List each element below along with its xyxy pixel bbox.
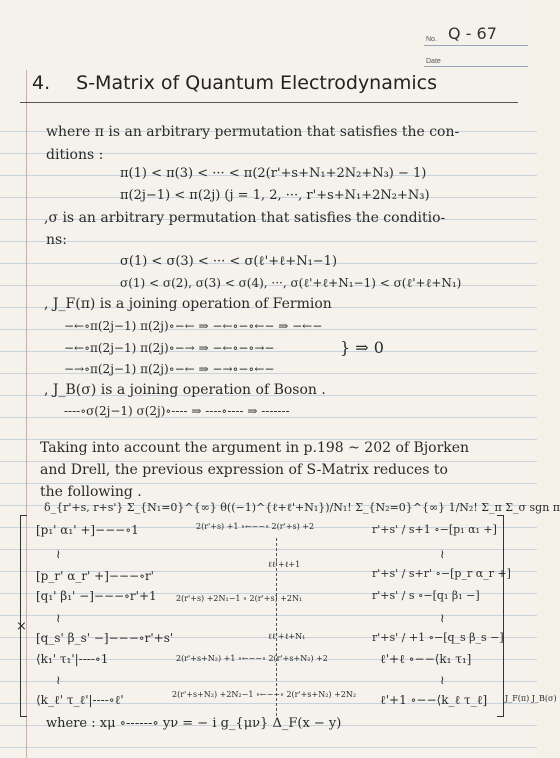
formula-prefix: δ_{r'+s, r+s'} Σ_{N₁=0}^{∞} θ((−1)^{ℓ+ℓ'+N₁})/N₁! Σ_{N₂=0}^{∞} 1/N₂! Σ_π Σ_σ sgn π — [44, 501, 560, 514]
date-label: Date — [426, 58, 441, 65]
jb-def-line: , J_B(σ) is a joining operation of Boson . — [44, 382, 326, 398]
right-row-3: r'+s' / s+r' ∘−[p_r α_r +] — [372, 567, 511, 580]
formula-suffix: J_F(π) J_B(σ) — [505, 694, 557, 703]
left-row-9: ⟨k_ℓ' τ_ℓ'|----∘ℓ' — [36, 693, 124, 707]
right-row-2: ≀ — [440, 547, 445, 561]
jb-rule-1: ----∘σ(2j−1) σ(2j)∘---- ⇒ ----∘---- ⇒ ------- — [64, 404, 290, 418]
section-number: 4. — [32, 72, 51, 94]
pi-def-line1: where π is an arbitrary permutation that satisfies the con- — [46, 124, 460, 140]
paragraph-line1: Taking into account the argument in p.198 ~ 202 of Bjorken — [40, 440, 470, 456]
sigma-def-line1: ,σ is an arbitrary permutation that satisfies the conditio- — [44, 210, 446, 226]
date-rule — [424, 66, 528, 67]
sigma-def-line2: ns: — [46, 232, 67, 248]
page-number: Q - 67 — [448, 24, 497, 43]
mid-label-5: 2(r'+s+N₂) +1 ∘←−−∘ 2(r'+s+N₂) +2 — [176, 654, 328, 663]
right-row-1: r'+s' / s+1 ∘−[p₁ α₁ +] — [372, 523, 497, 536]
jf-def-line: , J_F(π) is a joining operation of Fermion — [44, 296, 332, 312]
right-row-8: ≀ — [440, 673, 445, 687]
mid-label-1: 2(r'+s) +1 ∘←−−∘ 2(r'+s) +2 — [196, 522, 315, 531]
times-sign: × — [16, 619, 27, 634]
left-row-1: [p₁' α₁' +]−−−∘1 — [36, 523, 139, 537]
right-row-6: r'+s' / +1 ∘−[q_s β_s −] — [372, 631, 504, 644]
jf-rule-2: −←∘π(2j−1) π(2j)∘−→ ⇒ −←∘−∘→− — [64, 341, 275, 355]
number-rule — [424, 45, 528, 46]
section-title-text: S-Matrix of Quantum Electrodynamics — [76, 72, 438, 94]
jf-rule-3: −→∘π(2j−1) π(2j)∘−← ⇒ −→∘−∘←− — [64, 362, 275, 376]
propagator-definition: where : xμ ∘------∘ yν = − i g_{μν} Δ_F(x − y) — [46, 716, 342, 731]
paragraph-line3: the following . — [40, 484, 142, 500]
section-title — [32, 72, 437, 94]
left-row-2: ≀ — [56, 547, 61, 561]
sigma-condition-1: σ(1) < σ(3) < ··· < σ(ℓ'+ℓ+N₁−1) — [120, 254, 338, 269]
left-row-7: ⟨k₁' τ₁'|----∘1 — [36, 652, 109, 666]
right-row-4: r'+s' / s ∘−[q₁ β₁ −] — [372, 589, 480, 602]
left-row-4: [q₁' β₁' −]−−−∘r'+1 — [36, 589, 157, 603]
right-row-7: ℓ'+ℓ ∘−−⟨k₁ τ₁] — [380, 652, 472, 666]
mid-label-2: ℓℓ'+ℓ+1 — [268, 560, 301, 569]
title-underline — [20, 102, 518, 103]
left-row-8: ≀ — [56, 673, 61, 687]
left-bracket — [20, 515, 27, 717]
pi-condition-2: π(2j−1) < π(2j) (j = 1, 2, ···, r'+s+N₁+2N₂+N₃) — [120, 188, 430, 203]
left-row-6: [q_s' β_s' −]−−−∘r'+s' — [36, 631, 174, 645]
right-bracket — [497, 515, 504, 717]
right-row-9: ℓ'+1 ∘−−⟨k_ℓ τ_ℓ] — [380, 693, 488, 707]
jf-result: } ⇒ 0 — [340, 338, 384, 357]
left-row-3: [p_r' α_r' +]−−−∘r' — [36, 569, 154, 583]
sigma-condition-2: σ(1) < σ(2), σ(3) < σ(4), ···, σ(ℓ'+ℓ+N₁−1) < σ(ℓ'+ℓ+N₁) — [120, 276, 462, 290]
mid-label-6: 2(r'+s+N₂) +2N₂−1 ∘←−−∘ 2(r'+s+N₂) +2N₂ — [172, 690, 357, 699]
mid-label-3: 2(r'+s) +2N₁−1 ∘ 2(r'+s) +2N₁ — [176, 594, 303, 603]
number-label: No. — [426, 36, 437, 43]
left-row-5: ≀ — [56, 611, 61, 625]
right-row-5: ≀ — [440, 611, 445, 625]
pi-condition-1: π(1) < π(3) < ··· < π(2(r'+s+N₁+2N₂+N₃) − 1) — [120, 166, 427, 181]
pi-def-line2: ditions : — [46, 147, 104, 163]
paragraph-line2: and Drell, the previous expression of S-Matrix reduces to — [40, 462, 448, 478]
jf-rule-1: −←∘π(2j−1) π(2j)∘−← ⇒ −←∘−∘←− ⇒ −←− — [64, 319, 323, 333]
mid-label-4: ℓℓ'+ℓ+N₁ — [268, 632, 306, 641]
